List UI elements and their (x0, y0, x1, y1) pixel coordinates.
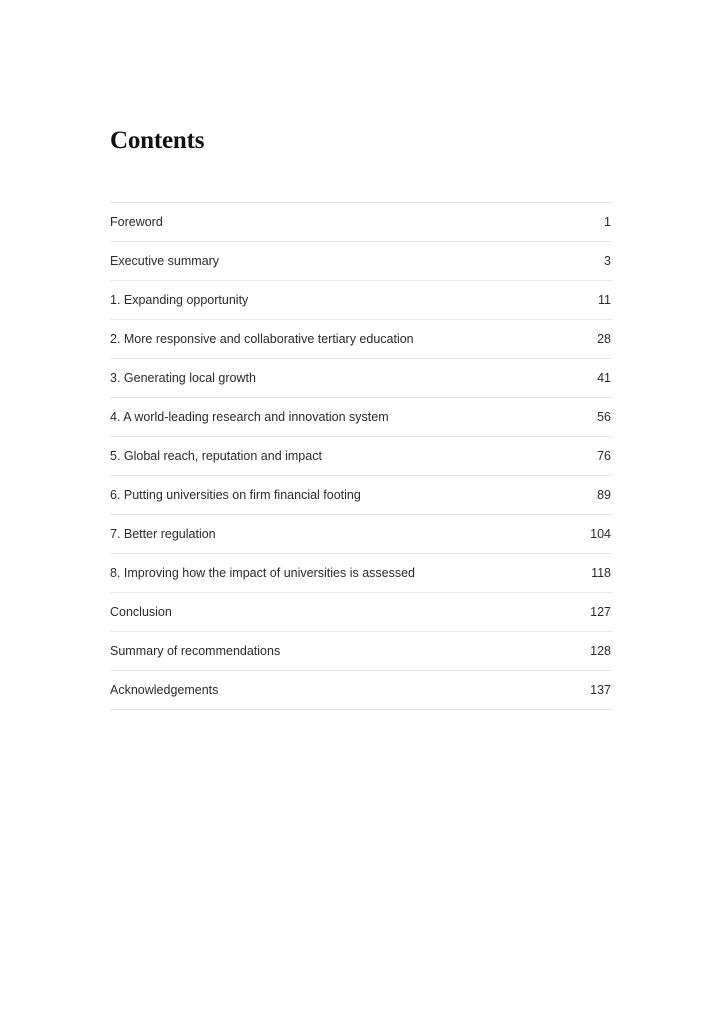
page-title: Contents (110, 127, 205, 154)
toc-entry-label: Summary of recommendations (110, 644, 281, 658)
toc-entry-chapter-4[interactable] (110, 398, 612, 437)
toc-entry-label: 3. Generating local growth (110, 371, 256, 385)
toc-entry-label: 2. More responsive and collaborative tertiary education (110, 332, 414, 346)
toc-entry-page-number: 128 (590, 644, 611, 658)
toc-entry-page-number: 137 (590, 683, 611, 697)
toc-entry-page-number: 118 (591, 566, 611, 580)
toc-entry-conclusion[interactable] (110, 593, 612, 632)
toc-entry-page-number: 11 (598, 293, 611, 307)
toc-entry-chapter-7[interactable] (110, 515, 612, 554)
toc-entry-foreword[interactable] (110, 203, 612, 242)
toc-entry-executive-summary[interactable] (110, 242, 612, 281)
toc-entry-chapter-3[interactable] (110, 359, 612, 398)
toc-entry-page-number: 89 (597, 488, 611, 502)
toc-entry-label: 5. Global reach, reputation and impact (110, 449, 322, 463)
toc-entry-label: 7. Better regulation (110, 527, 216, 541)
toc-entry-page-number: 76 (597, 449, 611, 463)
toc-entry-page-number: 1 (604, 215, 611, 229)
toc-entry-page-number: 104 (590, 527, 611, 541)
toc-entry-summary-of-recommendations[interactable] (110, 632, 612, 671)
toc-entry-label: Acknowledgements (110, 683, 219, 697)
toc-entry-page-number: 28 (597, 332, 611, 346)
toc-entry-page-number: 3 (604, 254, 611, 268)
toc-entry-label: Conclusion (110, 605, 172, 619)
toc-entry-page-number: 41 (597, 371, 611, 385)
toc-entry-label: 4. A world-leading research and innovation system (110, 410, 389, 424)
toc-entry-chapter-1[interactable] (110, 281, 612, 320)
table-of-contents (110, 202, 612, 710)
toc-entry-page-number: 56 (597, 410, 611, 424)
toc-entry-chapter-6[interactable] (110, 476, 612, 515)
toc-entry-label: Executive summary (110, 254, 220, 268)
toc-entry-label: 8. Improving how the impact of universities is assessed (110, 566, 415, 580)
toc-entry-page-number: 127 (590, 605, 611, 619)
toc-entry-acknowledgements[interactable] (110, 671, 612, 710)
toc-entry-chapter-2[interactable] (110, 320, 612, 359)
toc-entry-label: 1. Expanding opportunity (110, 293, 249, 307)
toc-entry-chapter-5[interactable] (110, 437, 612, 476)
toc-entry-label: Foreword (110, 215, 163, 229)
toc-entry-chapter-8[interactable] (110, 554, 612, 593)
toc-entry-label: 6. Putting universities on firm financial footing (110, 488, 361, 502)
